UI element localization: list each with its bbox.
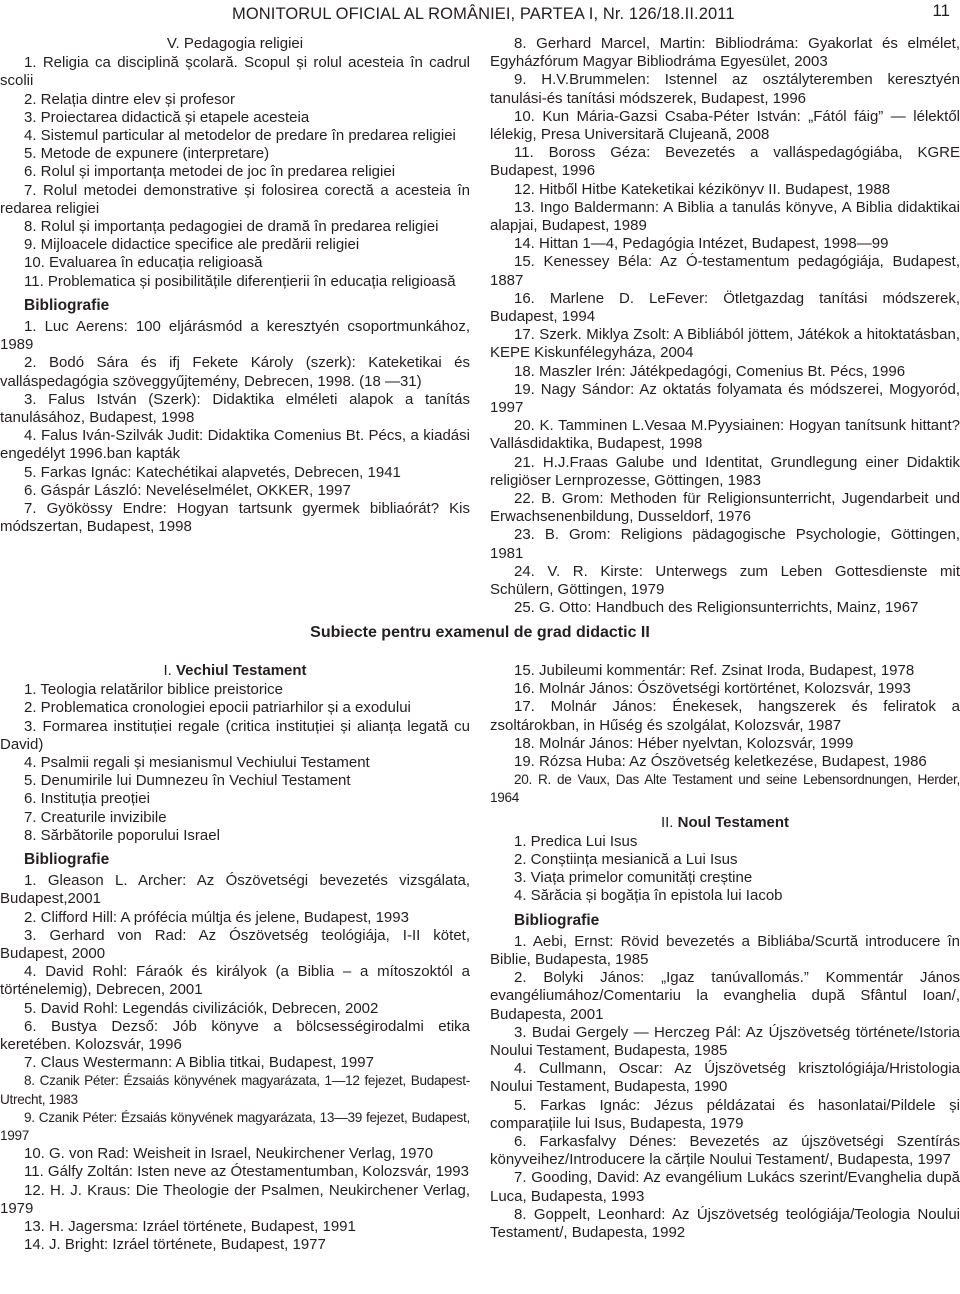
bibliography-entry: 1. Gleason L. Archer: Az Ószövetségi bevezetés vizsgálata, Budapest,2001	[0, 872, 470, 908]
bibliography-entry: 5. Farkas Ignác: Jézus példázatai és hasonlatai/Pildele și comparațiile lui Isus, Budapesta, 1979	[490, 1096, 960, 1132]
bibliography-entry: 13. H. Jagersma: Izráel története, Budapest, 1991	[24, 1218, 356, 1236]
page-number: 11	[932, 1, 950, 20]
bibliography-entry: 9. Czanik Péter: Ézsaiás könyvének magyarázata, 13—39 fejezet, Budapest, 1997	[0, 1109, 470, 1144]
bibliography-entry: 2. Clifford Hill: A prófécia múltja és jelene, Budapest, 1993	[24, 908, 409, 926]
list-item: 7. Creaturile invizibile	[24, 808, 167, 826]
bibliography-entry: 4. Falus Iván-Szilvák Judit: Didaktika Comenius Bt. Pécs, a kiadási engedélyt 1996.ban kapták	[0, 427, 470, 463]
bibliography-entry: 8. Goppelt, Leonhard: Az Újszövetség teológiája/Teologia Noului Testament/, Budapesta, 1992	[490, 1205, 960, 1242]
bibliography-entry: 15. Kenessey Béla: Az Ó-testamentum pedagógiája, Budapest, 1887	[490, 253, 960, 289]
bibliography-entry: 19. Nagy Sándor: Az oktatás folyamata és módszerei, Mogyoród, 1997	[490, 380, 960, 417]
section-title: V. Pedagogia religiei	[166, 35, 304, 52]
bibliography-entry: 19. Rózsa Huba: Az Ószövetség keletkezése, Budapest, 1986	[514, 753, 927, 771]
bibliography-heading: Bibliografie	[24, 851, 110, 869]
bibliography-entry: 17. Molnár János: Énekesek, hangszerek és feliratok a zsoltárokban, in Hűség és szolgálat, Kolozsvár, 1987	[490, 698, 960, 734]
bibliography-entry: 23. B. Grom: Religions pädagogische Psychologie, Göttingen, 1981	[490, 526, 960, 562]
list-item: 4. Sistemul particular al metodelor de predare în predarea religiei	[24, 127, 456, 145]
header-title: MONITORUL OFICIAL AL ROMÂNIEI, PARTEA I, Nr. 126/18.II.2011	[232, 5, 735, 23]
section-heading	[0, 662, 470, 680]
list-item: 2. Problematica cronologiei epocii patriarhilor și a exodului	[24, 699, 411, 717]
bibliography-entry: 6. Farkasfalvy Dénes: Bevezetés az újszövetségi Szentírás könyveihez/Introducere la cărțile Noului Testament/, Budapesta, 1997	[490, 1133, 960, 1169]
bibliography-entry: 7. Claus Westermann: A Biblia titkai, Budapest, 1997	[24, 1054, 374, 1072]
bibliography-entry: 7. Gooding, David: Az evangélium Lukács szerint/Evanghelia după Luca, Budapesta, 1993	[490, 1169, 960, 1205]
bibliography-entry: 5. David Rohl: Legendás civilizációk, Debrecen, 2002	[24, 999, 379, 1017]
bibliography-entry: 22. B. Grom: Methoden für Religionsunterricht, Jugendarbeit und Erwachsenenbildung, Dusseldorf, 1976	[490, 490, 960, 526]
bibliography-entry: 16. Molnár János: Ószövetségi kortörténet, Kolozsvár, 1993	[514, 680, 911, 698]
page-header	[0, 1, 960, 27]
bibliography-entry: 4. Cullmann, Oscar: Az Újszövetség krisztológiája/Hristologia Noului Testament, Budapesta, 1990	[490, 1060, 960, 1096]
bibliography-entry: 14. Hittan 1—4, Pedagógia Intézet, Budapest, 1998—99	[514, 235, 889, 253]
bibliography-entry: 10. Kun Mária-Gazsi Csaba-Péter István: „Fától fáig” — lélektől lélekig, Presa Universitară Clujeană, 2008	[490, 107, 960, 144]
list-item: 9. Mijloacele didactice specifice ale predării religiei	[24, 236, 360, 254]
bibliography-entry: 21. H.J.Fraas Galube und Identitat, Grundlegung einer Didaktik religiöser Lernprozesse, Göttingen, 1983	[490, 453, 960, 489]
list-item: 3. Viața primelor comunități creștine	[514, 869, 753, 887]
bibliography-entry: 5. Farkas Ignác: Katechétikai alapvetés, Debrecen, 1941	[24, 463, 401, 481]
list-item: 4. Sărăcia și bogăția în epistola lui Iacob	[514, 887, 783, 905]
bibliography-entry: 6. Gáspár László: Neveléselmélet, OKKER, 1997	[24, 481, 351, 499]
bibliography-entry: 3. Gerhard von Rad: Az Ószövetség teológiája, I-II kötet, Budapest, 2000	[0, 926, 470, 963]
list-item: 5. Metode de expunere (interpretare)	[24, 145, 270, 163]
list-item: 10. Evaluarea în educația religioasă	[24, 254, 263, 272]
bibliography-entry: 1. Aebi, Ernst: Rövid bevezetés a Bibliába/Scurtă introducere în Biblie, Budapesta, 1985	[490, 932, 960, 969]
bibliography-entry: 12. H. J. Kraus: Die Theologie der Psalmen, Neukirchener Verlag, 1979	[0, 1181, 470, 1217]
bibliography-entry: 9. H.V.Brummelen: Istennel az osztályteremben keresztyén tanulási-és tanítási módszerek, Budapest, 1996	[490, 71, 960, 107]
bibliography-entry: 20. R. de Vaux, Das Alte Testament und seine Lebensordnungen, Herder, 1964	[490, 772, 960, 806]
list-item: 4. Psalmii regali și mesianismul Vechiului Testament	[24, 754, 370, 772]
bibliography-entry: 25. G. Otto: Handbuch des Religionsunterrichts, Mainz, 1967	[514, 599, 919, 617]
bibliography-entry: 11. Gálfy Zoltán: Isten neve az Ótestamentumban, Kolozsvár, 1993	[24, 1163, 469, 1181]
list-item: 5. Denumirile lui Dumnezeu în Vechiul Testament	[24, 772, 351, 790]
bibliography-entry: 3. Falus István (Szerk): Didaktika elméleti alapok a tanítás tanulásához, Budapest, 1998	[0, 390, 470, 427]
list-item: 7. Rolul metodei demonstrative și folosirea corectă a acesteia în redarea religiei	[0, 181, 470, 217]
list-item: 11. Problematica și posibilitățile diferențierii în educația religioasă	[24, 272, 456, 290]
list-item: 2. Conștiința mesianică a Lui Isus	[514, 851, 738, 869]
section-title: Noul Testament	[677, 813, 790, 831]
list-item: 1. Religia ca disciplină școlară. Scopul și rolul acesteia în cadrul scolii	[0, 54, 470, 90]
column-top-left	[0, 35, 470, 536]
column-bottom-left	[0, 662, 470, 1255]
bibliography-entry: 18. Molnár János: Héber nyelvtan, Kolozsvár, 1999	[514, 734, 854, 752]
list-item: 3. Formarea instituției regale (critica instituției și alianța legată cu David)	[0, 717, 470, 753]
list-item: 2. Relația dintre elev și profesor	[24, 90, 235, 108]
bibliography-heading: Bibliografie	[514, 911, 600, 929]
column-bottom-right	[490, 662, 960, 1242]
list-item: 6. Instituția preoției	[24, 790, 150, 808]
bibliography-entry: 4. David Rohl: Fáraók és királyok (a Biblia – a mítoszoktól a történelemig), Debrecen, 2001	[0, 963, 470, 999]
bibliography-entry: 11. Boross Géza: Bevezetés a valláspedagógiába, KGRE Budapest, 1996	[490, 144, 960, 180]
bibliography-entry: 1. Luc Aerens: 100 eljárásmód a keresztyén csoportmunkához, 1989	[0, 318, 470, 354]
list-item: 1. Predica Lui Isus	[514, 832, 638, 850]
bibliography-entry: 24. V. R. Kirste: Unterwegs zum Leben Gottesdienste mit Schülern, Göttingen, 1979	[490, 562, 960, 599]
bibliography-entry: 8. Czanik Péter: Ézsaiás könyvének magyarázata, 1—12 fejezet, Budapest-Utrecht, 1983	[0, 1073, 470, 1107]
bibliography-entry: 17. Szerk. Miklya Zsolt: A Bibliából jöttem, Játékok a hitoktatásban, KEPE Kiskunfélegyháza, 2004	[490, 326, 960, 362]
bibliography-entry: 14. J. Bright: Izráel története, Budapest, 1977	[24, 1236, 326, 1254]
exam-subjects-title: Subiecte pentru examenul de grad didactic II	[310, 624, 650, 641]
bibliography-entry: 18. Maszler Irén: Játékpedagógi, Comenius Bt. Pécs, 1996	[514, 362, 906, 380]
column-top-right	[490, 35, 960, 618]
bibliography-entry: 3. Budai Gergely — Herczeg Pál: Az Újszövetség története/Istoria Noului Testament, Budapesta, 1985	[490, 1023, 960, 1060]
section-number: II.	[660, 813, 678, 831]
bibliography-entry: 6. Bustya Dezső: Jób könyve a bölcsességirodalmi etika keretében. Kolozsvár, 1996	[0, 1017, 470, 1054]
bibliography-entry: 12. Hitből Hitbe Kateketikai kézikönyv II. Budapest, 1988	[514, 180, 891, 198]
bibliography-entry: 2. Bodó Sára és ifj Fekete Károly (szerk): Kateketikai és valláspedagógia szöveggyűjtemény, Debrecen, 1998. (18 —31)	[0, 354, 470, 390]
bibliography-entry: 16. Marlene D. LeFever: Ötletgazdag tanítási módszerek, Budapest, 1994	[490, 289, 960, 326]
bibliography-entry: 7. Gyökössy Endre: Hogyan tartsunk gyermek bibliaórát? Kis módszertan, Budapest, 1998	[0, 500, 470, 536]
section-title: Vechiul Testament	[175, 662, 307, 679]
section-heading	[490, 814, 960, 832]
bibliography-entry: 13. Ingo Baldermann: A Biblia a tanulás könyve, A Biblia didaktikai alapjai, Budapest, 1989	[490, 198, 960, 235]
section-number: I.	[163, 662, 176, 679]
list-item: 8. Sărbătorile poporului Israel	[24, 826, 220, 844]
list-item: 6. Rolul și importanța metodei de joc în predarea religiei	[24, 163, 396, 181]
bibliography-entry: 15. Jubileumi kommentár: Ref. Zsinat Iroda, Budapest, 1978	[514, 662, 915, 679]
bibliography-entry: 20. K. Tamminen L.Vesaa M.Pyysiainen: Hogyan tanítsunk hittant? Vallásdidaktika, Budapest, 1998	[490, 417, 960, 453]
bibliography-entry: 8. Gerhard Marcel, Martin: Bibliodráma: Gyakorlat és elmélet, Egyházfórum Magyar Bibliodráma Egyesület, 2003	[490, 35, 960, 71]
list-item: 1. Teologia relatărilor biblice preistorice	[24, 681, 284, 699]
bibliography-heading: Bibliografie	[24, 296, 110, 314]
list-item: 3. Proiectarea didactică și etapele acesteia	[24, 108, 310, 126]
list-item: 8. Rolul și importanța pedagogiei de dramă în predarea religiei	[24, 218, 439, 236]
bibliography-entry: 2. Bolyki János: „Igaz tanúvallomás.” Kommentár János evangéliumához/Comentariu la evanghelia după Sfântul Ioan/, Budapesta, 2001	[490, 969, 960, 1023]
bibliography-entry: 10. G. von Rad: Weisheit in Israel, Neukirchener Verlag, 1970	[24, 1145, 434, 1163]
